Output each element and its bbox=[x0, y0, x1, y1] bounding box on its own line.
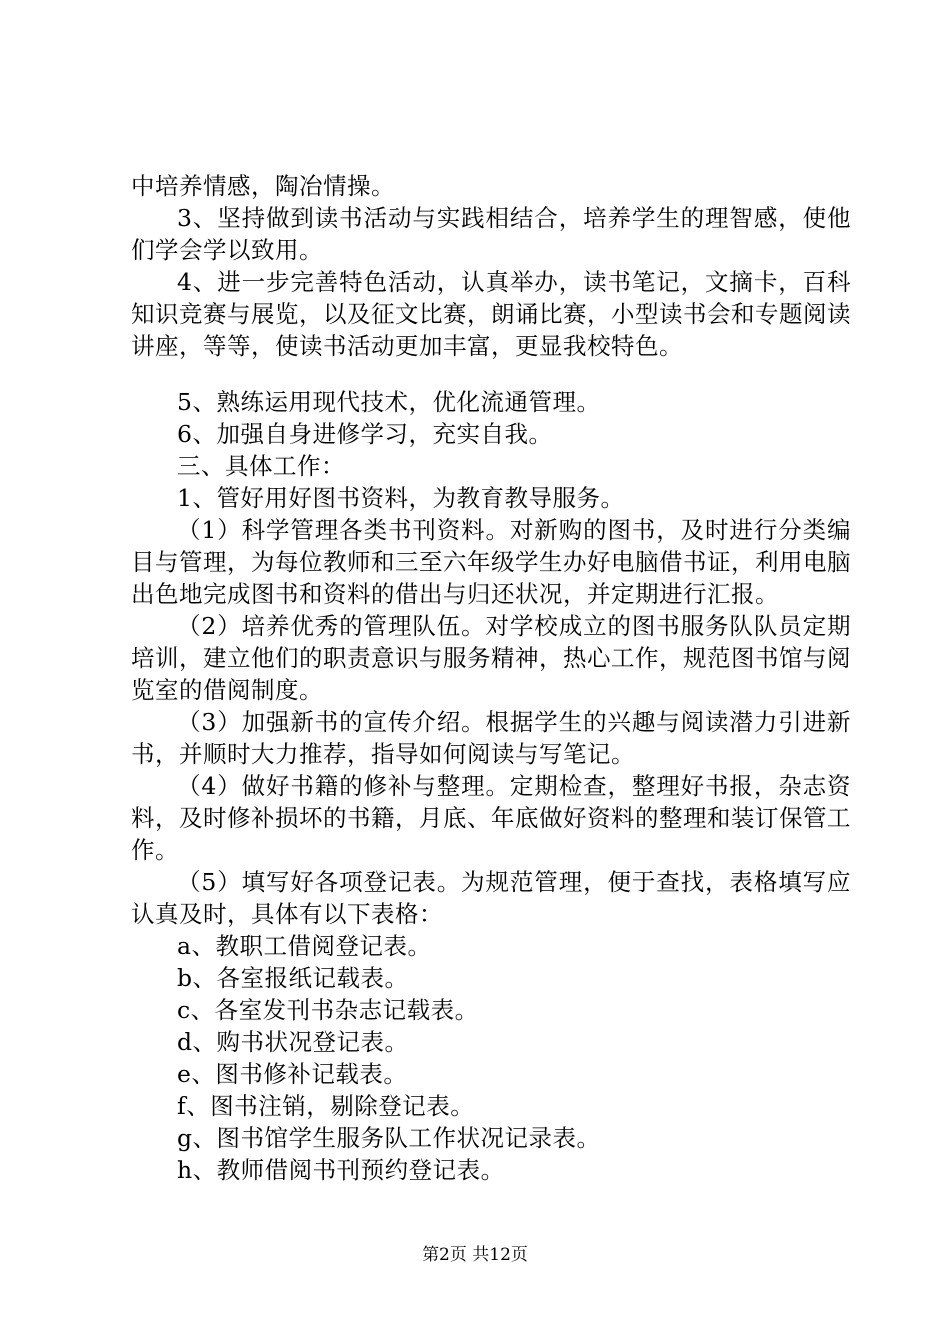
paragraph: （5）填写好各项登记表。为规范管理，便于查找，表格填写应认真及时，具体有以下表格： bbox=[131, 868, 851, 928]
list-item: d、购书状况登记表。 bbox=[177, 1028, 409, 1056]
paragraph: （1）科学管理各类书刊资料。对新购的图书，及时进行分类编目与管理，为每位教师和三至六年级学生办好电脑借书证，利用电脑出色地完成图书和资料的借出与归还状况，并定期进行汇报。 bbox=[131, 516, 851, 608]
list-item: c、各室发刊书杂志记载表。 bbox=[177, 996, 479, 1024]
page-number: 第2页 共12页 bbox=[422, 1245, 528, 1265]
document-body bbox=[131, 170, 851, 1186]
paragraph: 6、加强自身进修学习，充实自我。 bbox=[177, 420, 553, 448]
subsection-heading: 1、管好用好图书资料，为教育教导服务。 bbox=[177, 484, 625, 512]
list-item: a、教职工借阅登记表。 bbox=[177, 932, 432, 960]
section-heading: 三、具体工作： bbox=[177, 452, 345, 480]
list-item: e、图书修补记载表。 bbox=[177, 1060, 408, 1088]
list-item: b、各室报纸记载表。 bbox=[177, 964, 409, 992]
paragraph: 5、熟练运用现代技术，优化流通管理。 bbox=[177, 388, 601, 416]
paragraph: （4）做好书籍的修补与整理。定期检查，整理好书报，杂志资料，及时修补损坏的书籍，月底、年底做好资料的整理和装订保管工作。 bbox=[131, 772, 851, 864]
paragraph: （3）加强新书的宣传介绍。根据学生的兴趣与阅读潜力引进新书，并顺时大力推荐，指导如何阅读与写笔记。 bbox=[131, 708, 851, 768]
list-item: h、教师借阅书刊预约登记表。 bbox=[177, 1156, 505, 1184]
paragraph: 中培养情感，陶冶情操。 bbox=[131, 172, 395, 200]
paragraph: 3、坚持做到读书活动与实践相结合，培养学生的理智感，使他们学会学以致用。 bbox=[131, 204, 851, 264]
list-item: f、图书注销，剔除登记表。 bbox=[177, 1092, 475, 1120]
paragraph: 4、进一步完善特色活动，认真举办，读书笔记，文摘卡，百科知识竞赛与展览，以及征文比赛，朗诵比赛，小型读书会和专题阅读讲座，等等，使读书活动更加丰富，更显我校特色。 bbox=[131, 268, 851, 360]
paragraph: （2）培养优秀的管理队伍。对学校成立的图书服务队队员定期培训，建立他们的职责意识与服务精神，热心工作，规范图书馆与阅览室的借阅制度。 bbox=[131, 612, 851, 704]
list-item: g、图书馆学生服务队工作状况记录表。 bbox=[177, 1124, 601, 1152]
